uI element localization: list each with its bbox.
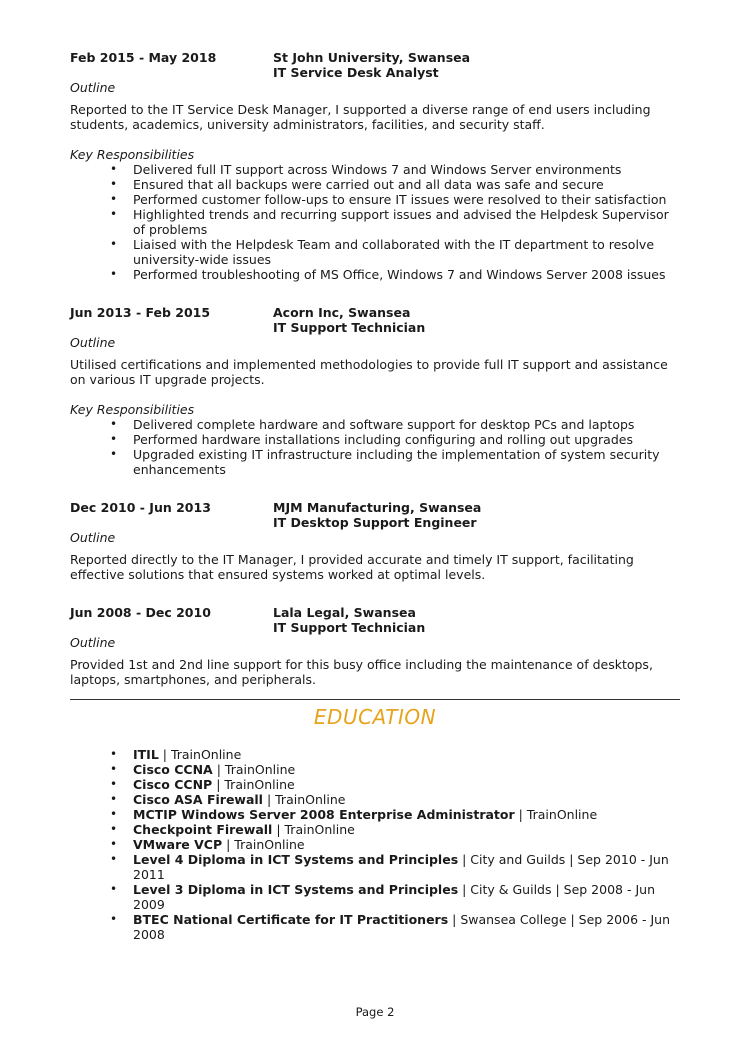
education-detail: | TrainOnline [514,807,598,822]
education-detail: | TrainOnline [158,747,242,762]
list-item: • Delivered full IT support across Windows 7 and Windows Server environments [133,162,680,177]
education-item [133,777,680,792]
outline-label: Outline [70,80,116,95]
education-name: BTEC National Certificate for IT Practitioners [133,912,449,927]
education-detail: | City and Guilds | Sep 2010 - Jun 2011 [133,852,669,882]
outline-text: Provided 1st and 2nd line support for this busy office including the maintenance of desktops, laptops, smartphones, and peripherals. [70,657,653,687]
education-item [133,882,680,912]
education-name: Level 3 Diploma in ICT Systems and Principles [133,882,459,897]
list-item: • Performed customer follow-ups to ensure IT issues were resolved to their satisfaction [133,192,680,207]
responsibilities-list [70,417,680,477]
education-detail: | TrainOnline [212,762,296,777]
resume-page [70,50,680,942]
education-item [133,762,680,777]
education-detail: | TrainOnline [222,837,305,852]
job-date: Dec 2010 - Jun 2013 [70,500,211,515]
outline-label: Outline [70,335,116,350]
education-list [70,747,680,942]
job-role [273,50,470,80]
outline-label: Outline [70,530,116,545]
education-name: Cisco CCNA [133,762,213,777]
job-entry [70,605,680,687]
education-detail: | TrainOnline [212,777,295,792]
job-company: St John University, Swansea [273,50,471,65]
job-company: MJM Manufacturing, Swansea [273,500,482,515]
list-item: • Ensured that all backups were carried out and all data was safe and secure [133,177,680,192]
education-name: Level 4 Diploma in ICT Systems and Principles [133,852,459,867]
education-name: MCTIP Windows Server 2008 Enterprise Administrator [133,807,515,822]
education-item [133,747,680,762]
job-entry [70,305,680,477]
job-date: Feb 2015 - May 2018 [70,50,217,65]
job-header [70,500,680,530]
responsibilities-label: Key Responsibilities [70,147,195,162]
education-name: Checkpoint Firewall [133,822,273,837]
education-heading: EDUCATION [313,705,437,729]
list-item: • Delivered complete hardware and software support for desktop PCs and laptops [133,417,680,432]
job-header [70,605,680,635]
education-item [133,912,680,942]
education-item [133,822,680,837]
education-detail: | TrainOnline [272,822,355,837]
list-item: • Liaised with the Helpdesk Team and collaborated with the IT department to resolve university-wide issues [133,237,680,267]
responsibilities-label: Key Responsibilities [70,402,195,417]
job-title: IT Service Desk Analyst [273,65,439,80]
job-date: Jun 2013 - Feb 2015 [70,305,211,320]
education-item [133,807,680,822]
education-name: ITIL [133,747,159,762]
education-detail: | Swansea College | Sep 2006 - Jun 2008 [133,912,671,942]
job-role [273,305,425,335]
education-detail: | TrainOnline [262,792,346,807]
job-header [70,305,680,335]
job-company: Lala Legal, Swansea [273,605,416,620]
outline-text: Reported directly to the IT Manager, I provided accurate and timely IT support, facilitating effective solutions that ensured systems worked at optimal levels. [70,552,634,582]
job-company: Acorn Inc, Swansea [273,305,411,320]
list-item: • Performed troubleshooting of MS Office, Windows 7 and Windows Server 2008 issues [133,267,680,282]
education-item [133,852,680,882]
job-role [273,605,425,635]
section-divider [70,699,680,700]
job-title: IT Support Technician [273,620,426,635]
job-entry [70,500,680,582]
education-name: Cisco ASA Firewall [133,792,263,807]
outline-text: Reported to the IT Service Desk Manager, I supported a diverse range of end users including students, academics, university administrators, facilities, and security staff. [70,102,651,132]
education-name: Cisco CCNP [133,777,213,792]
job-title: IT Support Technician [273,320,426,335]
job-entry [70,50,680,282]
list-item: • Performed hardware installations including configuring and rolling out upgrades [133,432,680,447]
page-number: Page 2 [355,1005,395,1019]
education-detail: | City & Guilds | Sep 2008 - Jun 2009 [133,882,655,912]
job-date: Jun 2008 - Dec 2010 [70,605,211,620]
job-header [70,50,680,80]
outline-text: Utilised certifications and implemented methodologies to provide full IT support and assistance on various IT upgrade projects. [70,357,668,387]
education-item [133,837,680,852]
education-name: VMware VCP [133,837,223,852]
responsibilities-list [70,162,680,282]
list-item: • Highlighted trends and recurring support issues and advised the Helpdesk Supervisor of problems [133,207,680,237]
list-item: • Upgraded existing IT infrastructure including the implementation of system security enhancements [133,447,680,477]
job-title: IT Desktop Support Engineer [273,515,477,530]
education-item [133,792,680,807]
outline-label: Outline [70,635,116,650]
job-role [273,500,481,530]
